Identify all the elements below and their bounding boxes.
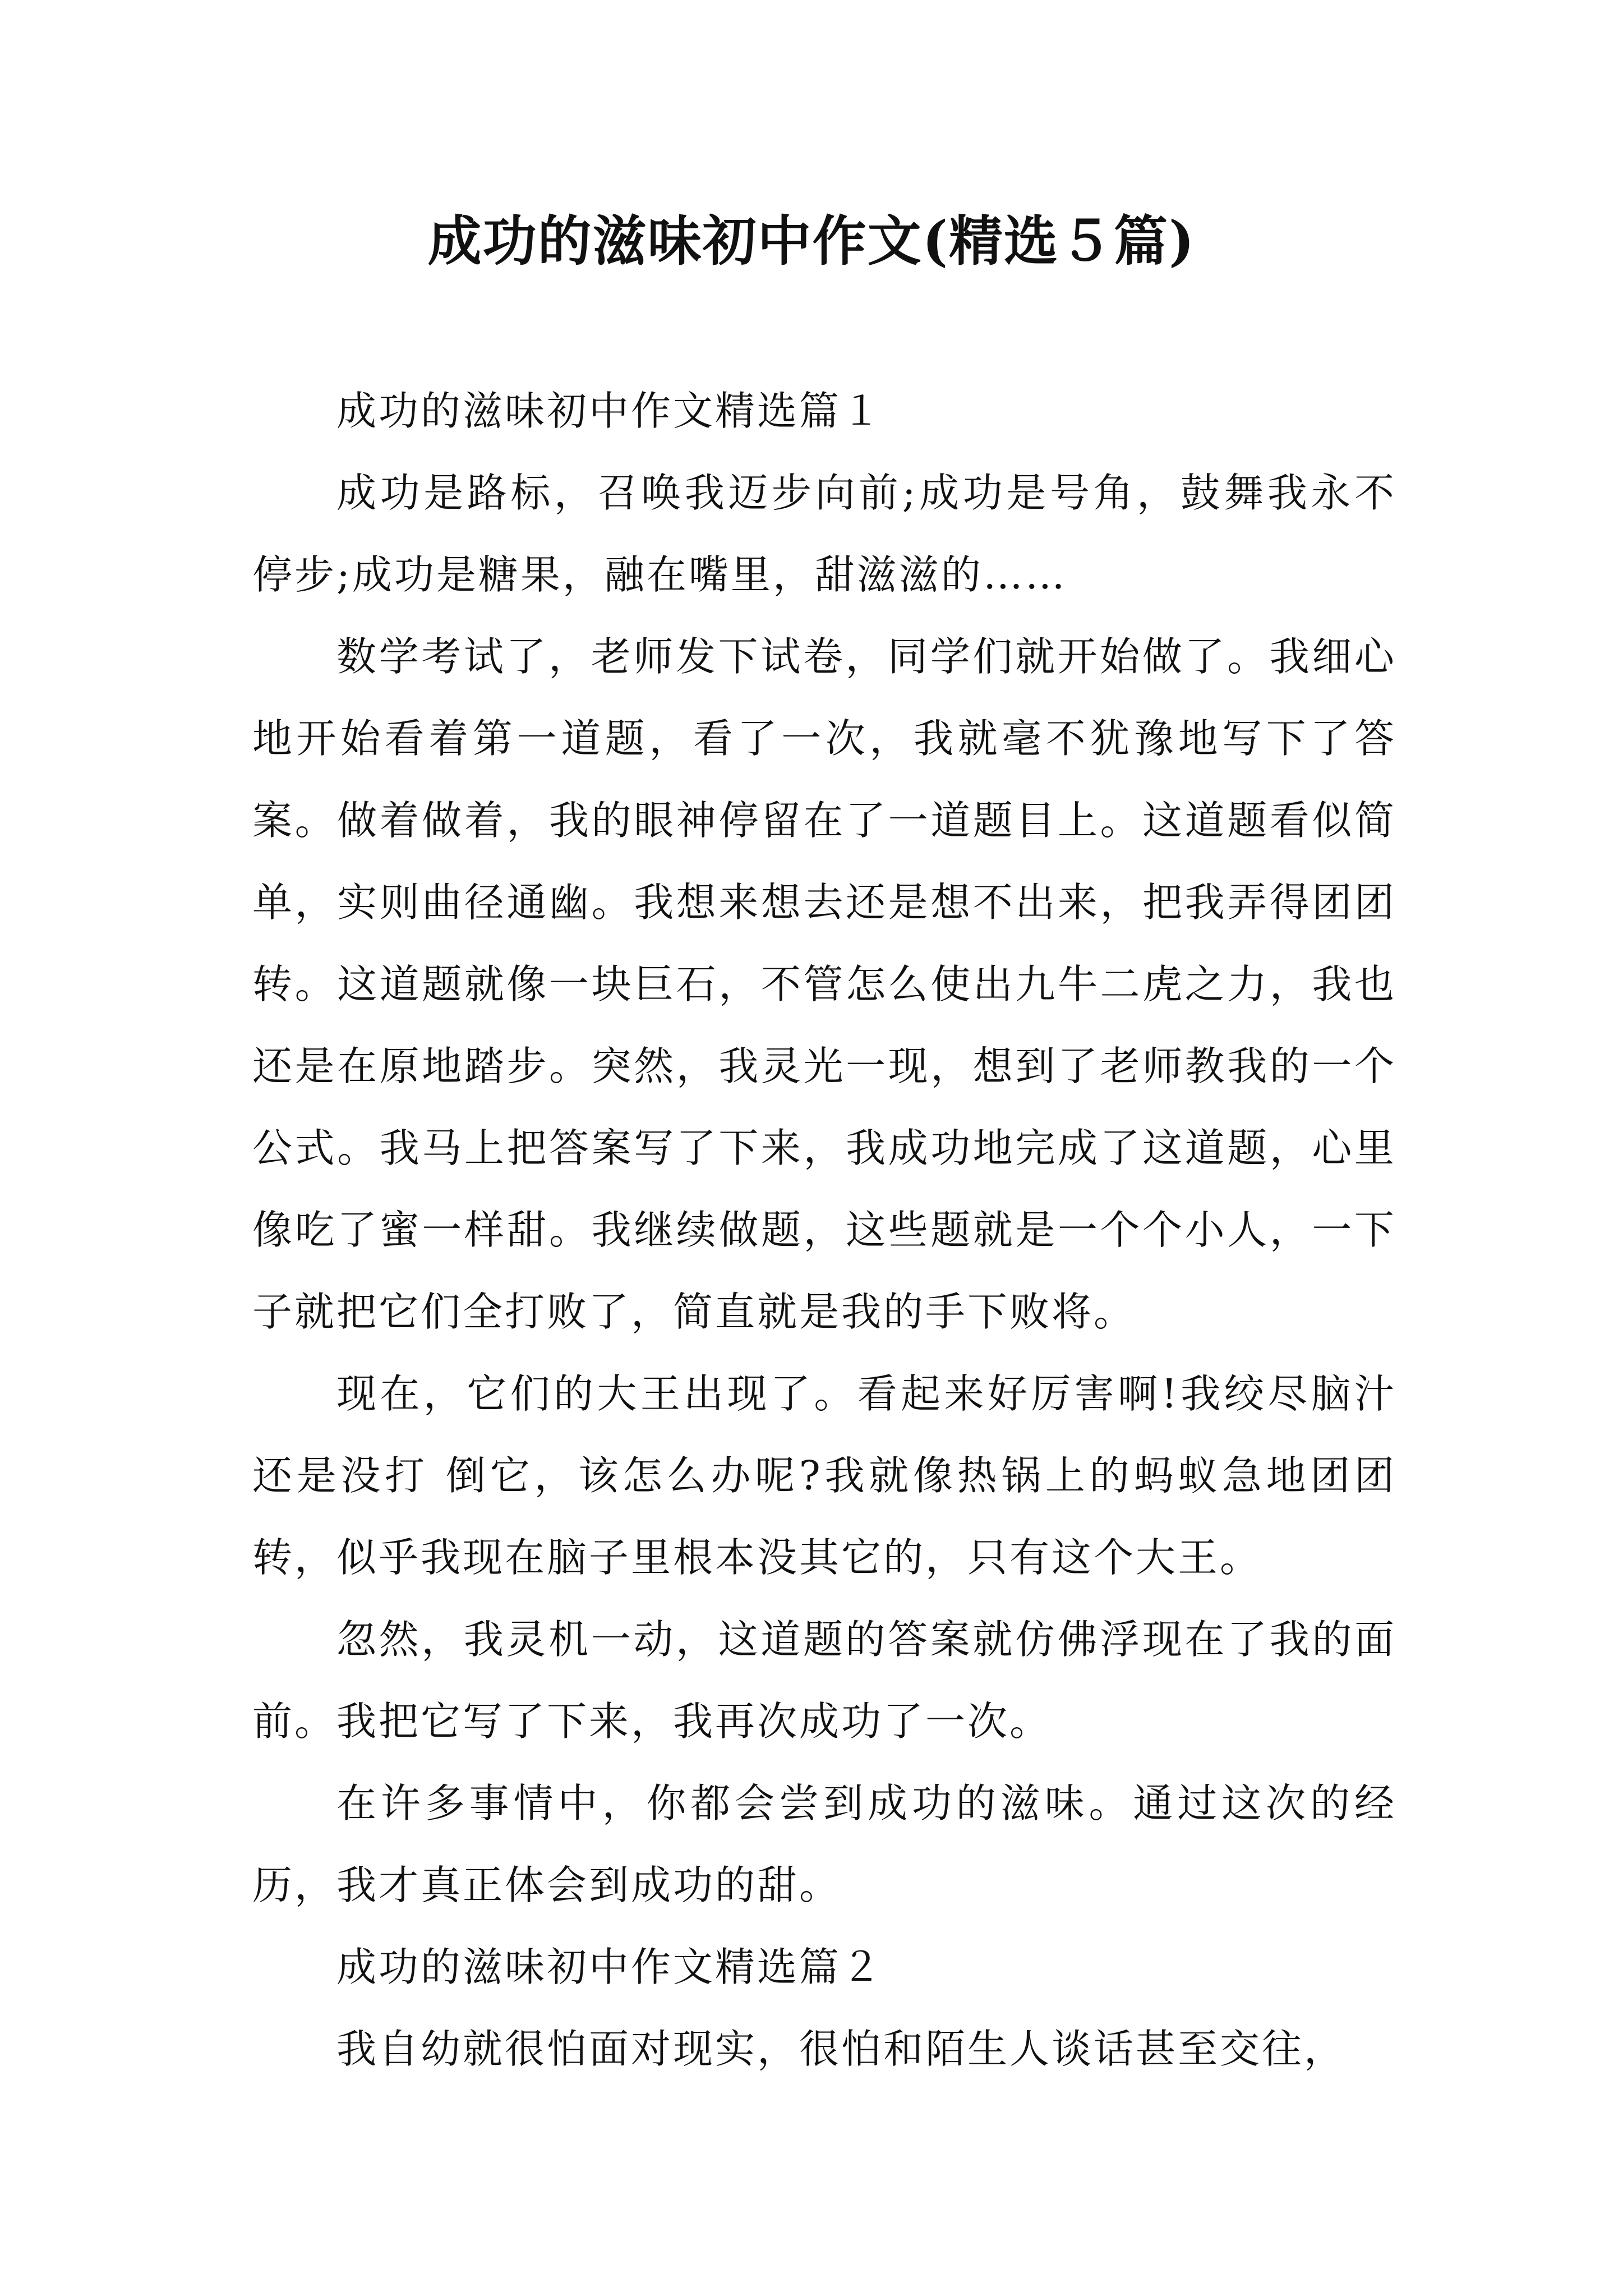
section-heading-1: 成功的滋味初中作文精选篇１ bbox=[336, 388, 884, 434]
document-body bbox=[252, 370, 1396, 2090]
paragraph: 数学考试了，老师发下试卷，同学们就开始做了。我细心地开始看着第一道题，看了一次，我就毫不犹豫地写下了答案。做着做着，我的眼神停留在了一道题目上。这道题看似简单，实则曲径通幽。我想来想去还是想不出来，把我弄得团团转。这道题就像一块巨石，不管怎么使出九牛二虎之力，我也还是在原地踏步。突然，我灵光一现，想到了老师教我的一个公式。我马上把答案写了下来，我成功地完成了这道题，心里像吃了蜜一样甜。我继续做题，这些题就是一个个小人，一下子就把它们全打败了，简直就是我的手下败将。 bbox=[252, 633, 1396, 1335]
paragraph: 现在，它们的大王出现了。看起来好厉害啊!我绞尽脑汁还是没打 倒它，该怎么办呢?我就像热锅上的蚂蚁急地团团转，似乎我现在脑子里根本没其它的，只有这个大王。 bbox=[252, 1370, 1396, 1581]
paragraph: 在许多事情中，你都会尝到成功的滋味。通过这次的经历，我才真正体会到成功的甜。 bbox=[252, 1780, 1396, 1908]
paragraph: 我自幼就很怕面对现实，很怕和陌生人谈话甚至交往， bbox=[336, 2026, 1347, 2072]
document-title: 成功的滋味初中作文(精选５篇) bbox=[427, 209, 1196, 273]
section-heading-2: 成功的滋味初中作文精选篇２ bbox=[336, 1944, 884, 1990]
paragraph: 成功是路标，召唤我迈步向前;成功是号角，鼓舞我永不停步;成功是糖果，融在嘴里，甜滋滋的…… bbox=[252, 470, 1396, 598]
paragraph: 忽然，我灵机一动，这道题的答案就仿佛浮现在了我的面前。我把它写了下来，我再次成功了一次。 bbox=[252, 1616, 1396, 1745]
